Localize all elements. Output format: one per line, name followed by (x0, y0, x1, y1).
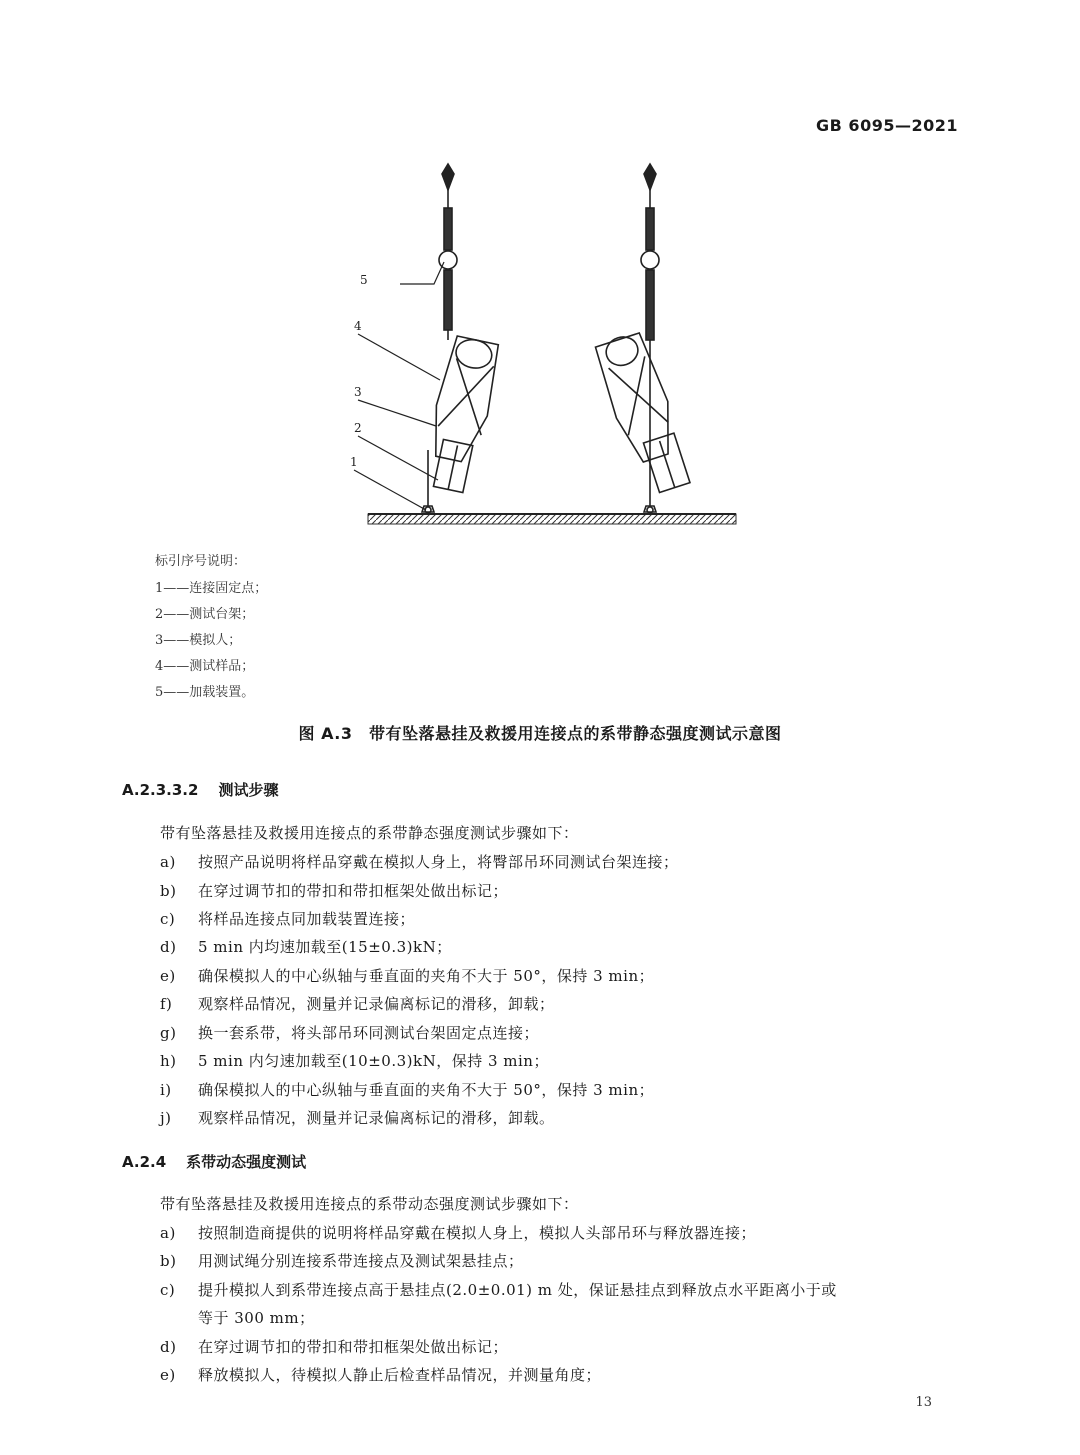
list-item: b) 在穿过调节扣的带扣和带扣框架处做出标记； (160, 882, 509, 900)
list-item: b) 用测试绳分别连接系带连接点及测试架悬挂点； (160, 1252, 524, 1270)
callout-3: 3 (354, 385, 362, 399)
test-setup-figure (340, 160, 750, 530)
section-number: A.2.4 (122, 1153, 167, 1171)
ground-base (368, 514, 736, 524)
legend-item: 4——测试样品； (155, 659, 255, 674)
standard-number: GB 6095—2021 (816, 116, 958, 135)
legend-item: 1——连接固定点； (155, 581, 268, 596)
list-item: e) 释放模拟人，待模拟人静止后检查样品情况，并测量角度； (160, 1366, 602, 1384)
section-heading-a24 (122, 1151, 306, 1172)
section-title: 系带动态强度测试 (186, 1153, 307, 1171)
list-item-continuation: 等于 300 mm； (198, 1309, 315, 1327)
section-intro: 带有坠落悬挂及救援用连接点的系带静态强度测试步骤如下： (160, 824, 579, 842)
callout-5: 5 (360, 273, 368, 287)
callout-1: 1 (350, 455, 358, 469)
legend-item: 2——测试台架； (155, 607, 255, 622)
callout-4: 4 (354, 319, 362, 333)
section-title: 测试步骤 (218, 781, 279, 799)
list-item: h) 5 min 内匀速加载至(10±0.3)kN，保持 3 min； (160, 1052, 549, 1070)
list-item: c) 将样品连接点同加载装置连接； (160, 910, 416, 928)
section-heading-a2332 (122, 779, 278, 800)
list-item: f) 观察样品情况，测量并记录偏离标记的滑移，卸载； (160, 995, 555, 1013)
right-dummy-assembly (593, 164, 694, 513)
list-item: d) 5 min 内均速加载至(15±0.3)kN； (160, 938, 452, 956)
list-item: a) 按照产品说明将样品穿戴在模拟人身上，将臀部吊环同测试台架连接； (160, 853, 679, 871)
list-item: c) 提升模拟人到系带连接点高于悬挂点(2.0±0.01) m 处，保证悬挂点到释放点水平距离小于或 (160, 1281, 837, 1299)
list-item: g) 换一套系带，将头部吊环同测试台架固定点连接； (160, 1024, 540, 1042)
legend-item: 5——加载装置。 (155, 685, 255, 700)
list-item: i) 确保模拟人的中心纵轴与垂直面的夹角不大于 50°，保持 3 min； (160, 1081, 655, 1099)
legend-item: 3——模拟人； (155, 633, 242, 648)
section-intro: 带有坠落悬挂及救援用连接点的系带动态强度测试步骤如下： (160, 1195, 579, 1213)
legend-title: 标引序号说明： (155, 554, 247, 569)
page-number: 13 (915, 1395, 932, 1410)
list-item: j) 观察样品情况，测量并记录偏离标记的滑移，卸载。 (160, 1109, 555, 1127)
left-dummy-assembly (354, 164, 502, 513)
list-item: d) 在穿过调节扣的带扣和带扣框架处做出标记； (160, 1338, 509, 1356)
callout-2: 2 (354, 421, 362, 435)
section-number: A.2.3.3.2 (122, 781, 199, 799)
list-item: e) 确保模拟人的中心纵轴与垂直面的夹角不大于 50°，保持 3 min； (160, 967, 655, 985)
list-item: a) 按照制造商提供的说明将样品穿戴在模拟人身上，模拟人头部吊环与释放器连接； (160, 1224, 757, 1242)
figure-caption: 图 A.3 带有坠落悬挂及救援用连接点的系带静态强度测试示意图 (298, 724, 782, 743)
